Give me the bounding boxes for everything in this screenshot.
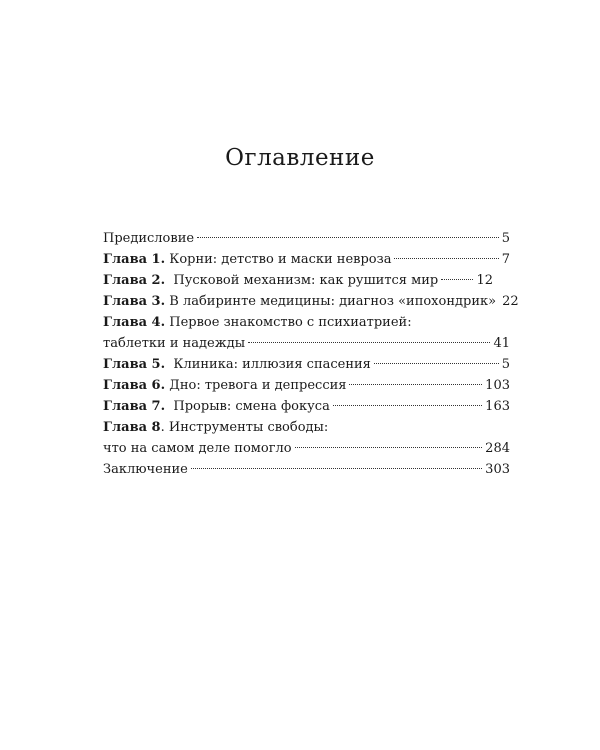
page-number: 22 (502, 294, 519, 309)
page-number: 12 (476, 273, 493, 288)
toc-entry-chapter-7: Глава 7. Прорыв: смена фокуса 163 (103, 396, 510, 417)
dot-leader (394, 258, 498, 259)
page-number: 284 (485, 441, 510, 456)
page-number: 41 (493, 336, 510, 351)
toc-entry-chapter-2: Глава 2. Пусковой механизм: как рушится мир 12 (103, 270, 510, 291)
page-number: 7 (501, 252, 510, 267)
toc-entry-chapter-6: Глава 6. Дно: тревога и депрессия 103 (103, 375, 510, 396)
toc-entry-conclusion: Заключение 303 (103, 459, 510, 480)
dot-leader (191, 468, 482, 469)
toc-entry-chapter-1: Глава 1. Корни: детство и маски невроза 7 (103, 249, 510, 270)
page-number: 5 (501, 357, 510, 372)
dot-leader (295, 447, 483, 448)
dot-leader (333, 405, 482, 406)
dot-leader (197, 237, 499, 238)
page-number: 103 (485, 378, 510, 393)
toc-entry-chapter-5: Глава 5. Клиника: иллюзия спасения 5 (103, 354, 510, 375)
toc-entry-chapter-8: Глава 8. Инструменты свободы: что на самом деле помогло 284 (103, 417, 510, 459)
toc-entry-chapter-3: Глава 3. В лабиринте медицины: диагноз «ипохондрик» 22 (103, 291, 510, 312)
dot-leader (374, 363, 499, 364)
table-of-contents (103, 228, 519, 480)
dot-leader (248, 342, 490, 343)
dot-leader (349, 384, 482, 385)
dot-leader (441, 279, 473, 280)
page-number: 303 (485, 462, 510, 477)
toc-entry-preface: Предисловие 5 (103, 228, 510, 249)
page-number: 5 (501, 231, 510, 246)
toc-entry-chapter-4: Глава 4. Первое знакомство с психиатрией: таблетки и надежды 41 (103, 312, 510, 354)
page-title: Оглавление (225, 145, 375, 171)
page-number: 163 (485, 399, 510, 414)
